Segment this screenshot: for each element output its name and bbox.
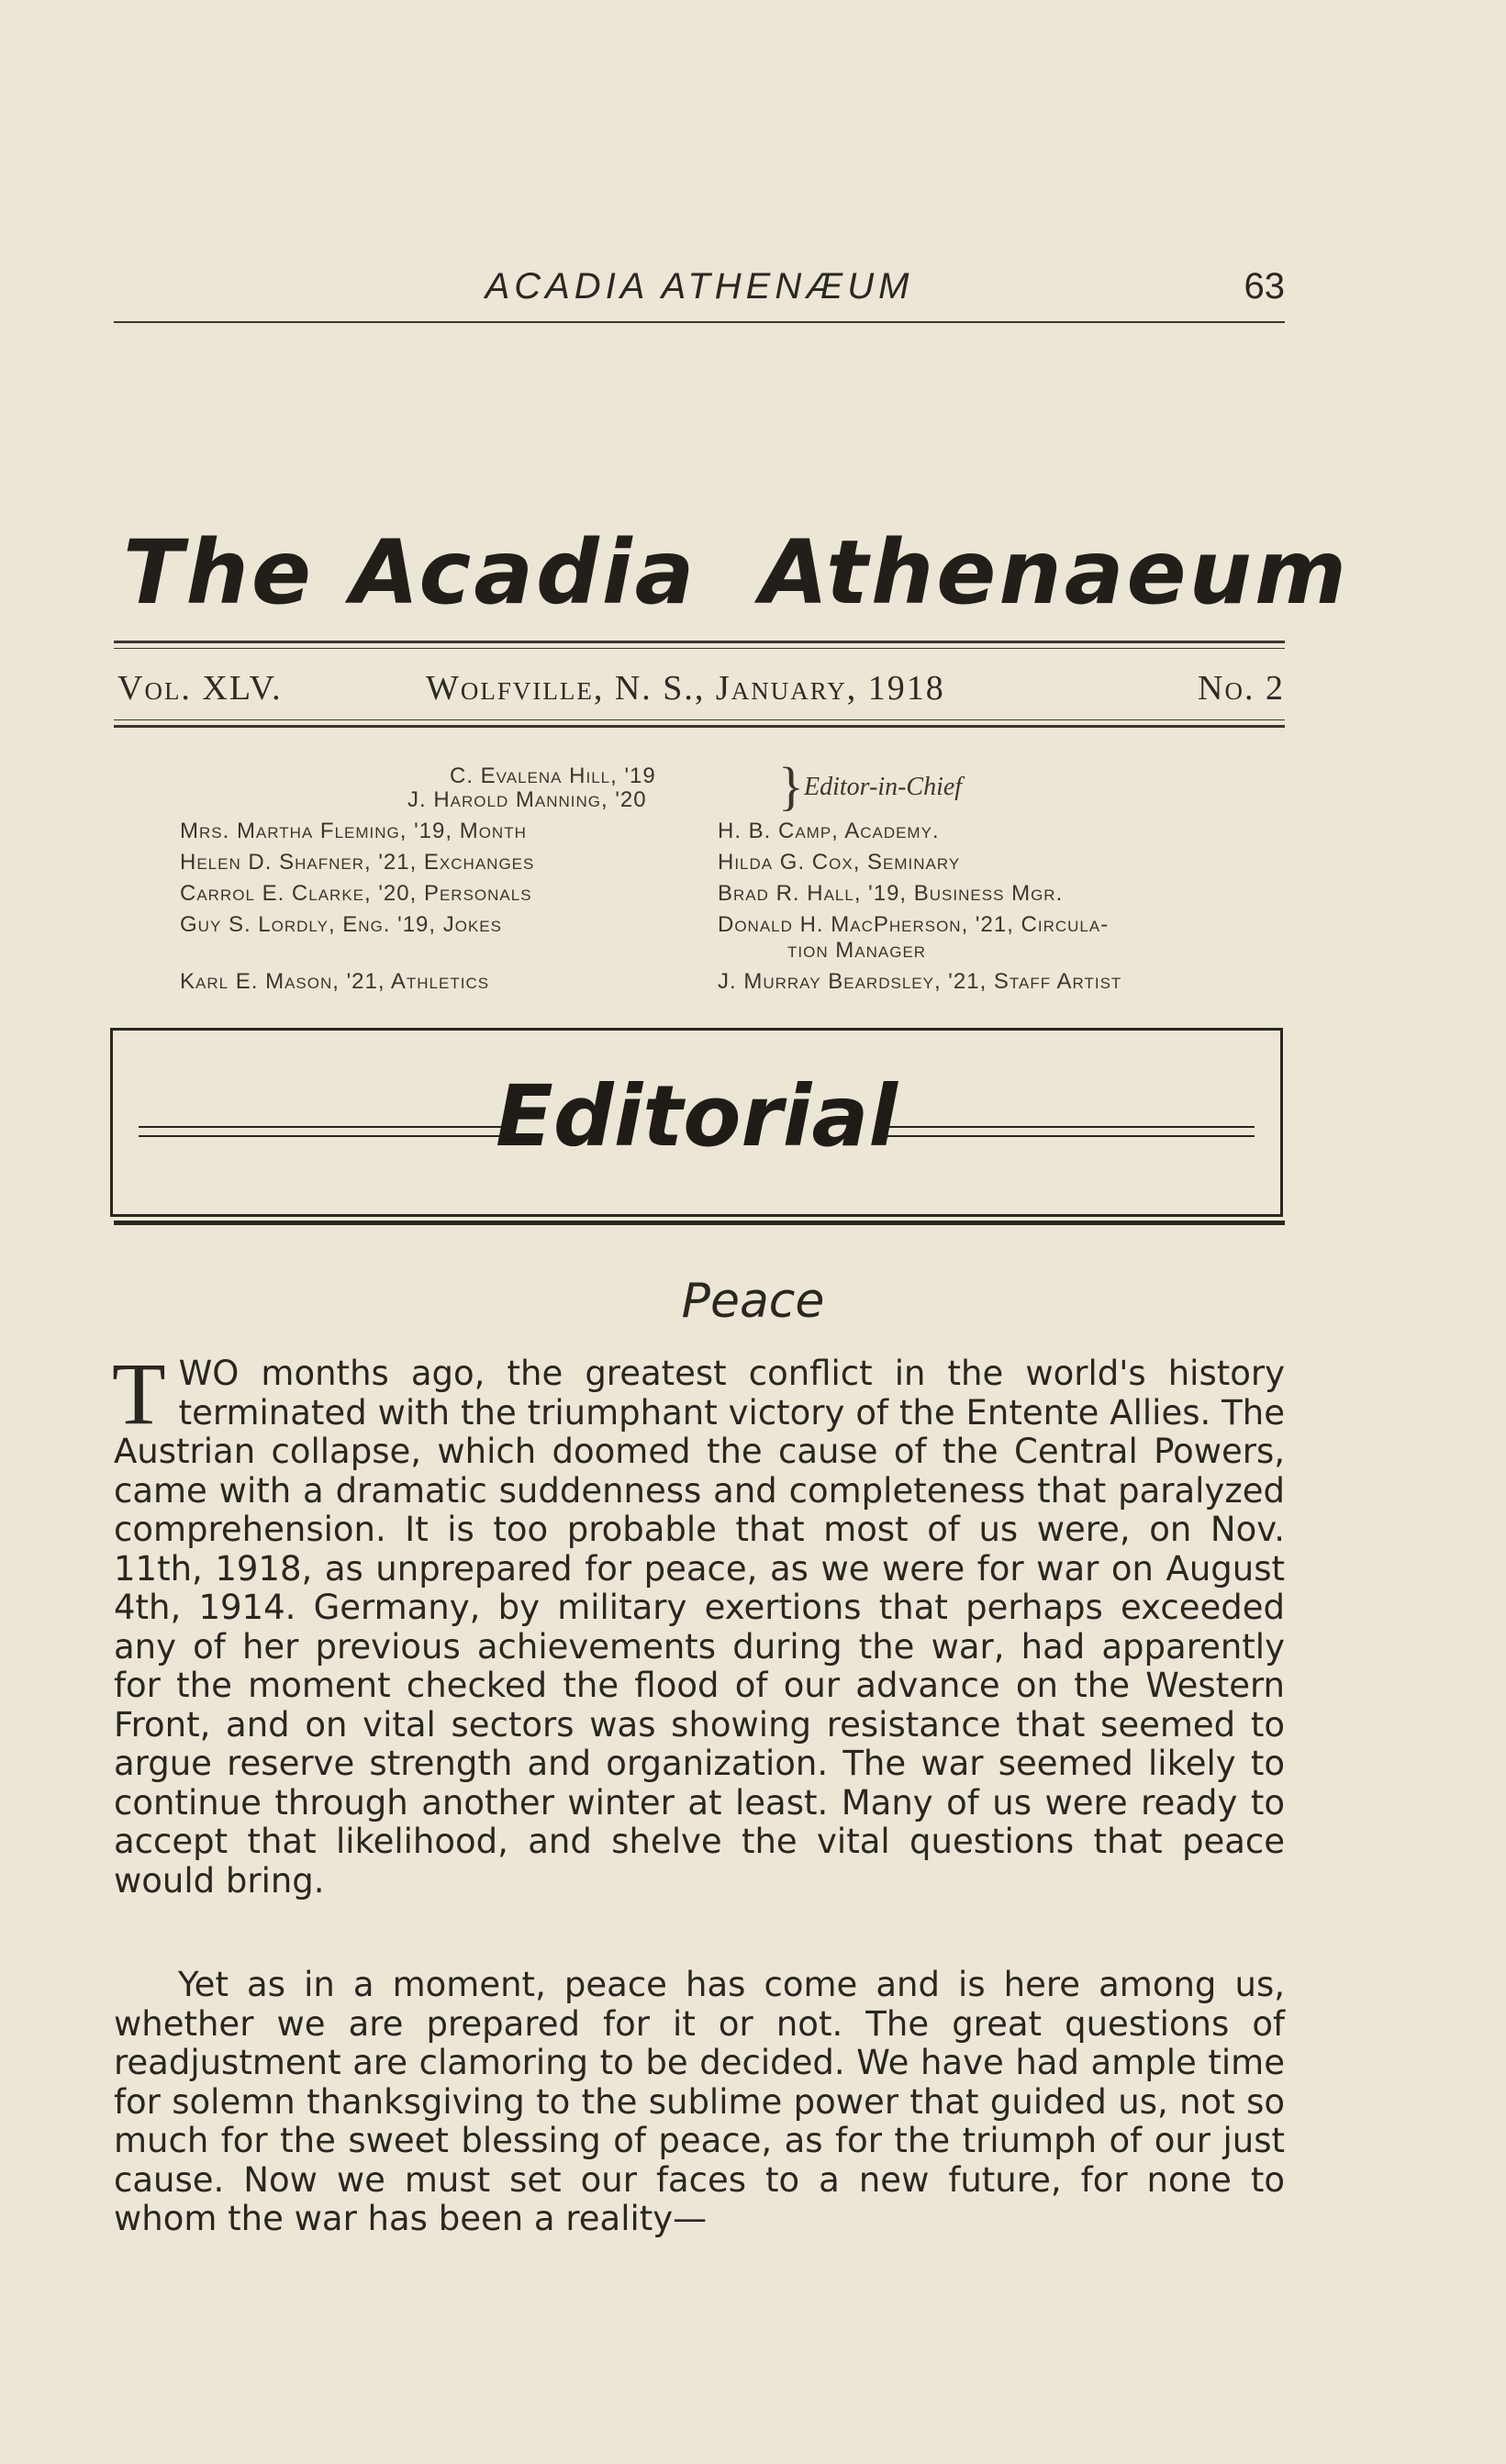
staff-right-0: H. B. Camp, Academy. (718, 819, 940, 843)
article-title: Peace (681, 1274, 825, 1329)
masthead-rule-top-1 (114, 641, 1285, 643)
running-head-title: ACADIA ATHENÆUM (485, 266, 914, 307)
staff-left-1: Helen D. Shafner, '21, Exchanges (180, 850, 535, 875)
masthead-title (114, 521, 1349, 631)
staff-left-3: Guy S. Lordly, Eng. '19, Jokes (180, 912, 502, 937)
staff-left-4: Karl E. Mason, '21, Athletics (180, 969, 490, 994)
staff-right-3: Donald H. MacPherson, '21, Circula- (718, 912, 1110, 937)
masthead-word-athenaeum: Athenaeum (760, 521, 1349, 624)
staff-right-1: Hilda G. Cox, Seminary (718, 850, 961, 875)
masthead-word-the: The (123, 521, 314, 624)
running-head-rule (114, 321, 1285, 323)
staff-left-0: Mrs. Martha Fleming, '19, Month (180, 819, 527, 843)
staff-right-4: tion Manager (787, 938, 927, 963)
staff-left-2: Carrol E. Clarke, '20, Personals (180, 881, 532, 906)
paragraph-1-text: WO months ago, the greatest conflict in the world's history terminated with the triumphant victory of the Entente Allies. The Austrian collapse, which doomed the cause of the Central Powers, came with a dramatic suddenness and completeness that paralyzed comprehension. It is too probable that most of us were, on Nov. 11th, 1918, as unprepared for peace, as we were for war on August 4th, 1914. Germany, by military exertions that perhaps exceeded any of her previous achievements during the war, had apparently for the moment checked the flood of our advance on the Western Front, and on vital sectors was showing resistance that seemed to argue reserve strength and organization. The war seemed likely to continue through another winter at least. Many of us were ready to accept that likelihood, and shelve the vital questions that peace would bring. (114, 1354, 1285, 1901)
volume-line (114, 668, 1285, 714)
paragraph-2: Yet as in a moment, peace has come and is here among us, whether we are prepared for it or not. The great questions of readjustment are clamoring to be decided. We have had ample time for solemn thanksgiving to the sublime power that guided us, not so much for the sweet blessing of peace, as for the triumph of our just cause. Now we must set our faces to a new future, for none to whom the war has been a reality— (114, 1965, 1285, 2238)
section-title: Editorial (496, 1067, 898, 1165)
running-head (114, 261, 1285, 316)
masthead-rule-top-2 (114, 648, 1285, 649)
masthead-rule-bottom-1 (114, 719, 1285, 720)
page-number: 63 (1244, 266, 1285, 307)
drop-cap: T (112, 1344, 166, 1443)
paragraph-1 (112, 1344, 1285, 1901)
editorial-banner-underline (114, 1221, 1285, 1225)
editor-in-chief-2: J. Harold Manning, '20 (407, 787, 647, 812)
editor-in-chief-1: C. Evalena Hill, '19 (450, 764, 656, 788)
editor-brace: } (778, 756, 804, 816)
volume-number: Vol. XLV. (117, 669, 283, 708)
editor-in-chief-label: Editor-in-Chief (804, 773, 963, 801)
editorial-banner (110, 1028, 1283, 1217)
place-date: Wolfville, N. S., January, 1918 (426, 669, 945, 708)
staff-right-5: J. Murray Beardsley, '21, Staff Artist (718, 969, 1122, 994)
masthead-rule-bottom-2 (114, 725, 1285, 728)
issue-number: No. 2 (1198, 669, 1285, 708)
masthead-word-acadia: Acadia (351, 521, 697, 624)
staff-right-2: Brad R. Hall, '19, Business Mgr. (718, 881, 1064, 906)
